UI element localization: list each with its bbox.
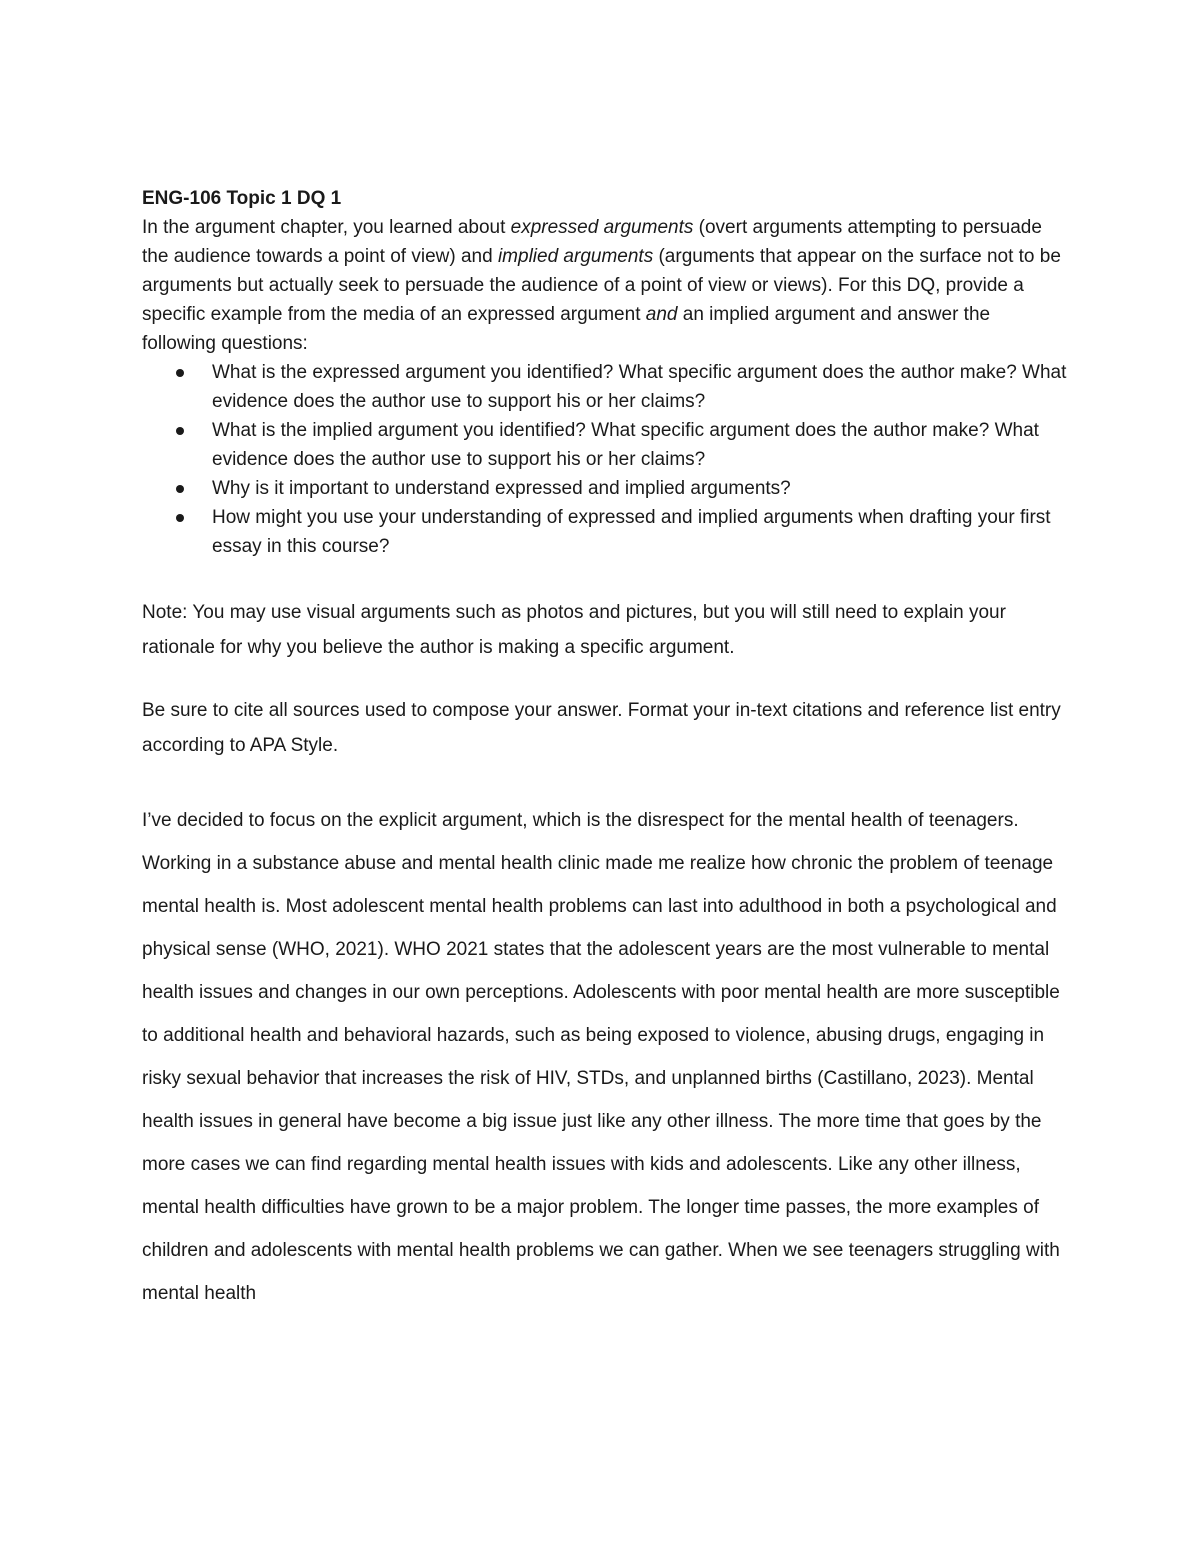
- bullet-icon: [176, 485, 184, 493]
- note-paragraph: Note: You may use visual arguments such as photos and pictures, but you will still need to explain your rationale for why you believe the author is making a specific argument.: [142, 602, 1006, 658]
- answer-paragraph: I’ve decided to focus on the explicit argument, which is the disrespect for the mental health of teenagers. Working in a substance abuse and mental health clinic made me realize how chronic the problem of teenage mental health is. Most adolescent mental health problems can last into adulthood in both a psychological and physical sense (WHO, 2021). WHO 2021 states that the adolescent years are the most vulnerable to mental health issues and changes in our own perceptions. Adolescents with poor mental health are more susceptible to additional health and behavioral hazards, such as being exposed to violence, abusing drugs, engaging in risky sexual behavior that increases the risk of HIV, STDs, and unplanned births (Castillano, 2023). Mental health issues in general have become a big issue just like any other illness. The more time that goes by the more cases we can find regarding mental health issues with kids and adolescents. Like any other illness, mental health difficulties have grown to be a major problem. The longer time passes, the more examples of children and adolescents with mental health problems we can gather. When we see teenagers struggling with mental health: [142, 810, 1060, 1304]
- question-item: [142, 416, 1067, 474]
- prompt-term-implied: implied arguments: [497, 246, 654, 267]
- question-text: How might you use your understanding of expressed and implied arguments when drafting your first essay in this course?: [212, 507, 1051, 557]
- citation-instruction-paragraph: Be sure to cite all sources used to compose your answer. Format your in-text citations and reference list entry according to APA Style.: [142, 700, 1061, 756]
- prompt-term-expressed: expressed arguments: [510, 217, 694, 238]
- prompt-text-3: (arguments that appear on the surface not to be arguments but actually seek to persuade the audience of a point of view or views). For this DQ, provide a specific example from the media of an expressed argument: [142, 246, 1061, 325]
- prompt-text-2: (overt arguments attempting to persuade the audience towards a point of view) and: [142, 217, 1042, 267]
- question-item: [142, 474, 1067, 503]
- question-item: [142, 503, 1067, 561]
- document-page: [142, 184, 1067, 1315]
- question-item: [142, 358, 1067, 416]
- assignment-prompt: [142, 213, 1067, 358]
- bullet-icon: [176, 369, 184, 377]
- bullet-icon: [176, 427, 184, 435]
- question-list: [142, 358, 1067, 561]
- question-text: What is the expressed argument you identified? What specific argument does the author make? What evidence does the author use to support his or her claims?: [212, 362, 1067, 412]
- question-text: Why is it important to understand expressed and implied arguments?: [212, 478, 791, 499]
- document-title: ENG-106 Topic 1 DQ 1: [142, 188, 342, 209]
- prompt-text-4: an implied argument and answer the following questions:: [142, 304, 991, 354]
- question-text: What is the implied argument you identified? What specific argument does the author make? What evidence does the author use to support his or her claims?: [212, 420, 1039, 470]
- prompt-term-and: and: [645, 304, 678, 325]
- prompt-text-1: In the argument chapter, you learned about: [142, 217, 511, 238]
- bullet-icon: [176, 514, 184, 522]
